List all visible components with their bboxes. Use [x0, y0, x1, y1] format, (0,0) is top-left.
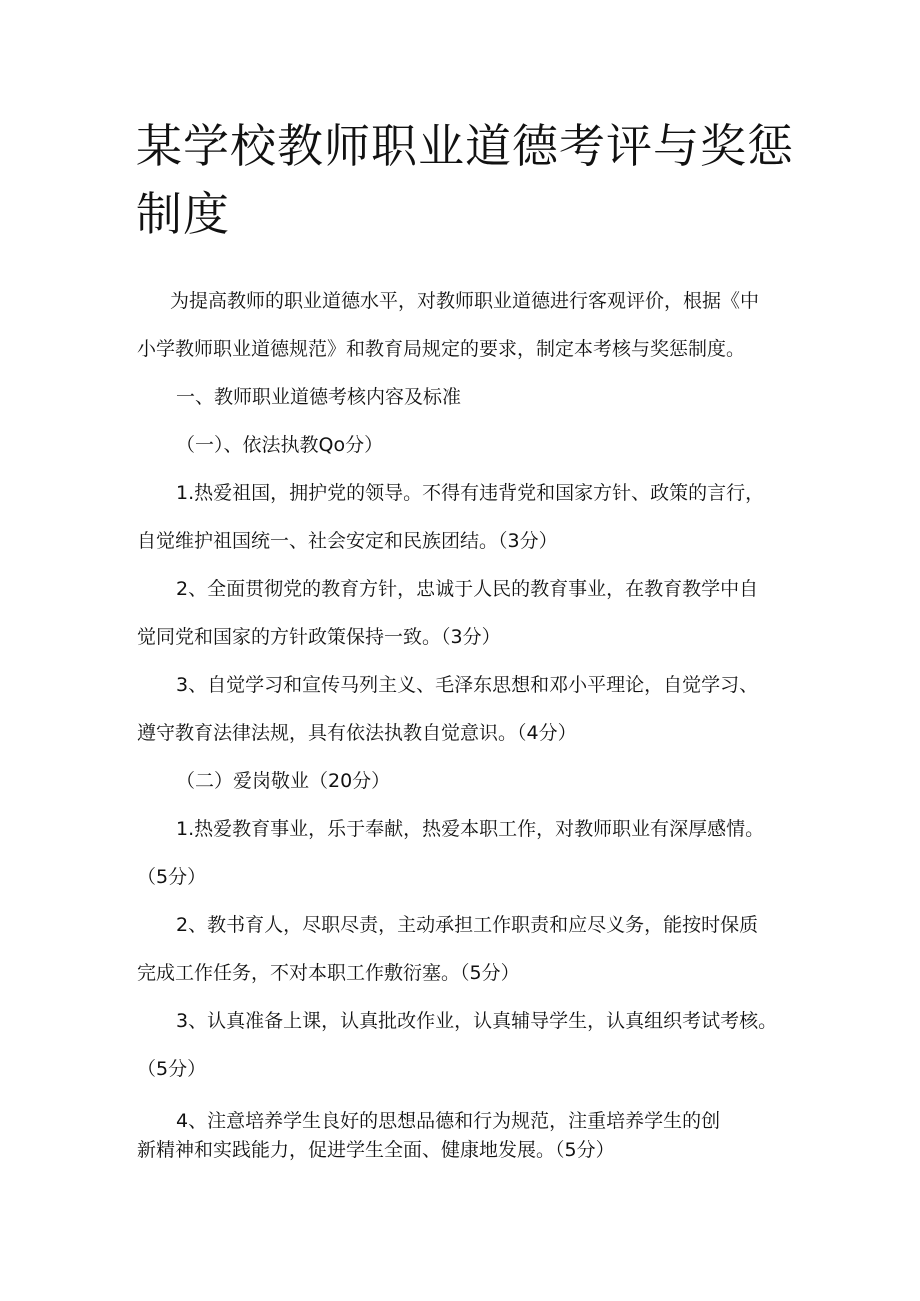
section-heading: 一、教师职业道德考核内容及标准: [176, 386, 462, 408]
paragraph-line: 完成工作任务，不对本职工作敷衍塞。（5分）: [137, 962, 520, 984]
paragraph-line: （5分）: [137, 866, 207, 888]
paragraph-line: 遵守教育法律法规，具有依法执教自觉意识。（4分）: [137, 722, 577, 744]
paragraph-line: （5分）: [137, 1058, 207, 1080]
paragraph-line: 4、注意培养学生良好的思想品德和行为规范，注重培养学生的创: [176, 1110, 721, 1132]
subsection-heading: （二）爱岗敬业（20分）: [176, 770, 391, 792]
paragraph-line: 自觉维护祖国统一、社会安定和民族团结。（3分）: [137, 530, 558, 552]
paragraph-line: 3、认真准备上课，认真批改作业，认真辅导学生，认真组织考试考核。: [176, 1010, 778, 1032]
paragraph-line: 小学教师职业道德规范》和教育局规定的要求，制定本考核与奖惩制度。: [137, 338, 746, 360]
paragraph-line: 2、教书育人，尽职尽责，主动承担工作职责和应尽义务，能按时保质: [176, 914, 759, 936]
paragraph-line: 1.热爱教育事业，乐于奉献，热爱本职工作，对教师职业有深厚感情。: [176, 818, 765, 840]
subsection-heading: （一）、依法执教Qo分）: [176, 434, 384, 456]
paragraph-line: 为提高教师的职业道德水平，对教师职业道德进行客观评价，根据《中: [170, 290, 760, 312]
paragraph-line: 2、全面贯彻党的教育方针，忠诚于人民的教育事业，在教育教学中自: [176, 578, 759, 600]
paragraph-line: 3、自觉学习和宣传马列主义、毛泽东思想和邓小平理论，自觉学习、: [176, 674, 759, 696]
paragraph-line: 觉同党和国家的方针政策保持一致。（3分）: [137, 626, 501, 648]
paragraph-line: 1.热爱祖国，拥护党的领导。不得有违背党和国家方针、政策的言行，: [176, 482, 765, 504]
paragraph-line: 新精神和实践能力，促进学生全面、健康地发展。（5分）: [137, 1139, 615, 1161]
document-title: 某学校教师职业道德考评与奖惩制度: [136, 119, 794, 241]
